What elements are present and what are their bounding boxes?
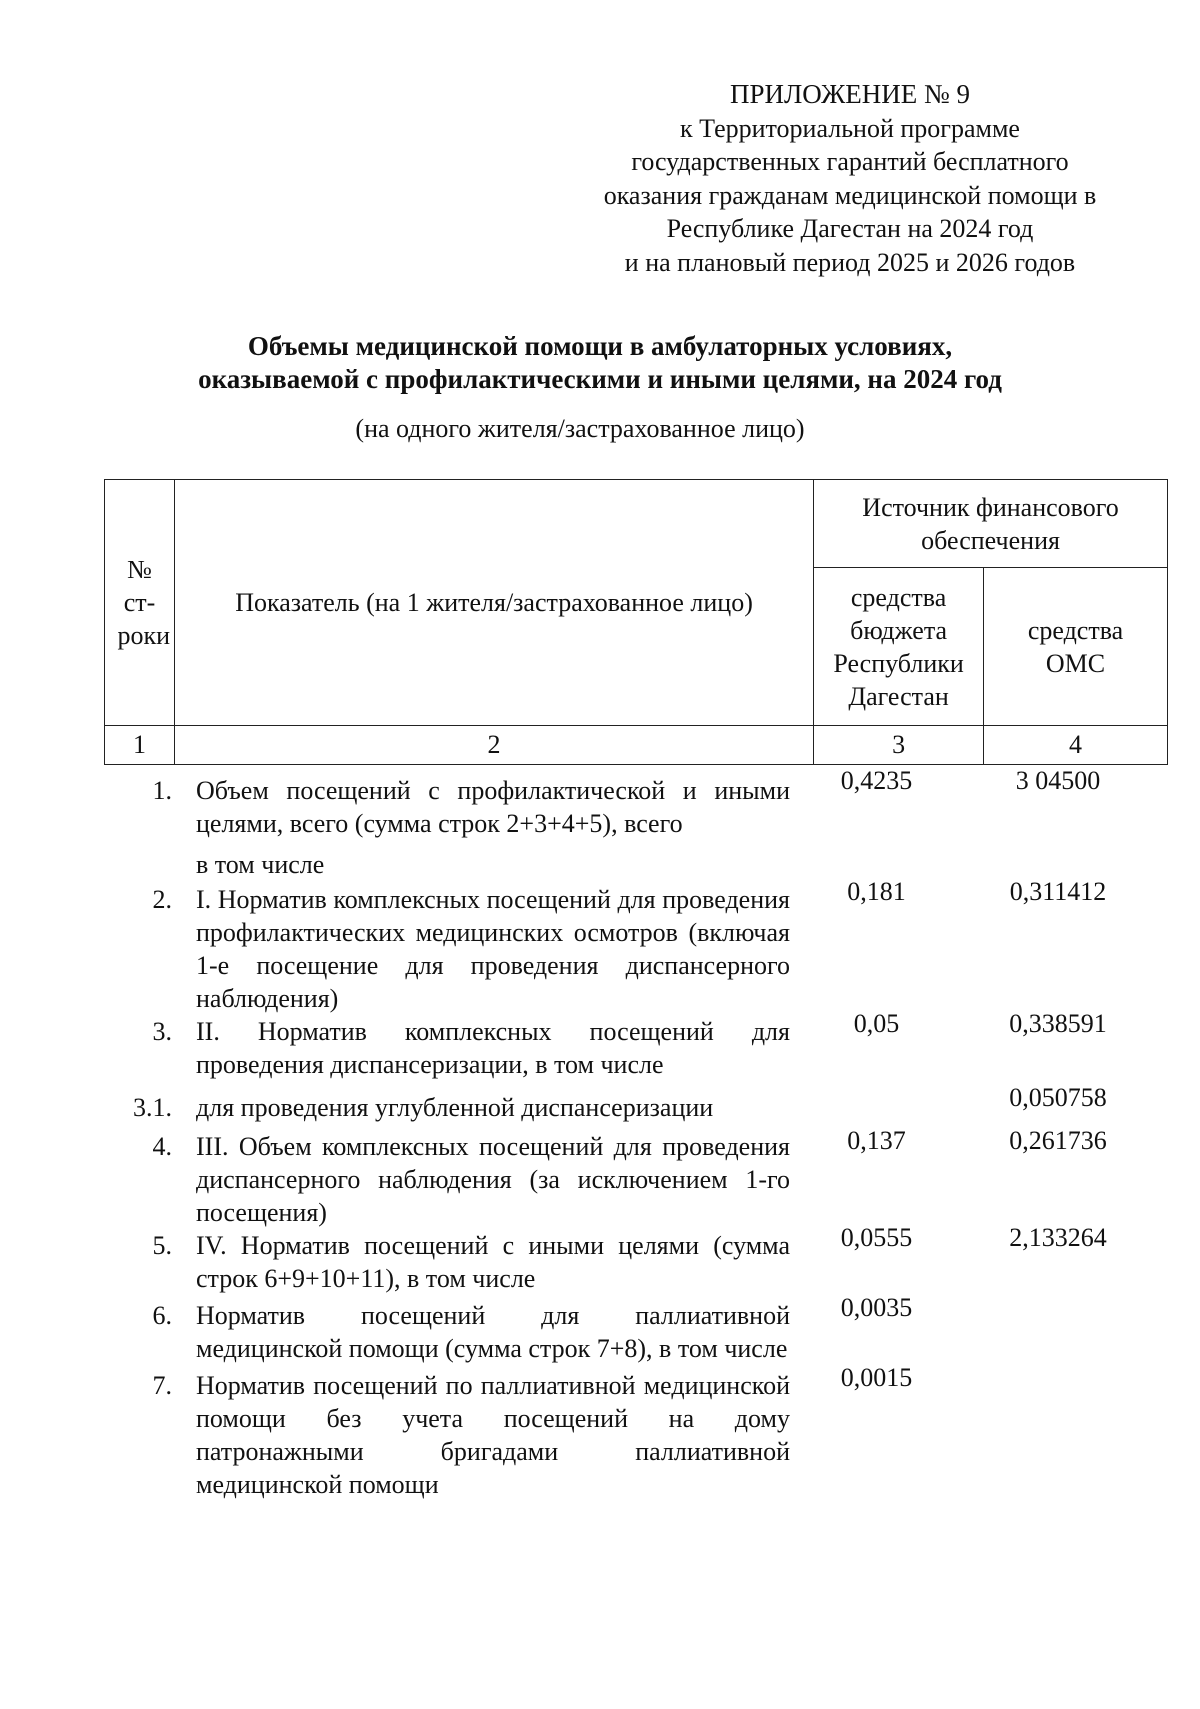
table-row (104, 1009, 1168, 1081)
row-indicator: для проведения углубленной диспансеризации (196, 1093, 714, 1122)
row-budget-value: 0,05 (853, 1009, 900, 1038)
table-row (104, 1126, 1168, 1229)
row-oms-value: 0,311412 (1009, 877, 1107, 906)
table-row (104, 1223, 1168, 1295)
row-oms-value: 0,050758 (1009, 1083, 1107, 1112)
title-line-1: Объемы медицинской помощи в амбулаторных условиях, (247, 331, 953, 361)
column-number-1: 1 (105, 726, 175, 765)
row-number: 3. (152, 1017, 172, 1046)
column-number-2: 2 (174, 726, 813, 765)
row-number: 2. (152, 885, 172, 914)
column-number-3: 3 (814, 726, 984, 765)
row-indicator: II. Норматив комплексных посещений для проведения диспансеризации, в том числе (196, 1017, 790, 1079)
appendix-line: Республике Дагестан на 2024 год (666, 214, 1034, 243)
title-line-2: оказываемой с профилактическими и иными целями, на 2024 год (198, 364, 1002, 394)
table-row (104, 766, 1168, 840)
row-number: 3.1. (133, 1093, 172, 1122)
row-indicator: Объем посещений с профилактической и иными целями, всего (сумма строк 2+3+4+5), всего (196, 776, 790, 838)
table-row (104, 1363, 1168, 1501)
row-budget-value: 0,137 (847, 1126, 906, 1155)
header-budget: средства бюджета Республики Дагестан (814, 568, 984, 726)
row-indicator: I. Норматив комплексных посещений для проведения профилактических медицинских осмотров (включая 1-е посещение для проведения диспансерного наблюдения) (196, 885, 790, 1013)
row-indicator: Норматив посещений для паллиативной медицинской помощи (сумма строк 7+8), в том числе (196, 1301, 790, 1363)
row-oms-value: 0,261736 (1009, 1126, 1107, 1155)
table-row (104, 1293, 1168, 1365)
row-number: 6. (152, 1301, 172, 1330)
row-oms-value: 0,338591 (1009, 1009, 1107, 1038)
header-oms: средства ОМС (984, 568, 1168, 726)
table-row (104, 1083, 1168, 1124)
row-budget-value: 0,0035 (840, 1293, 913, 1322)
row-oms-value: 2,133264 (1009, 1223, 1107, 1252)
row-indicator: в том числе (196, 850, 325, 879)
row-indicator: IV. Норматив посещений с иными целями (сумма строк 6+9+10+11), в том числе (196, 1231, 790, 1293)
row-budget-value: 0,181 (847, 877, 906, 906)
row-number (104, 848, 184, 881)
table-body (104, 766, 1168, 1501)
header-funding-source: Источник финансового обеспечения (814, 480, 1168, 568)
row-number: 7. (152, 1371, 172, 1400)
document-title (120, 330, 1080, 396)
appendix-line: и на плановый период 2025 и 2026 годов (624, 247, 1076, 277)
column-number-4: 4 (984, 726, 1168, 765)
row-number: 1. (152, 776, 172, 805)
appendix-line: государственных гарантий бесплатного (631, 147, 1069, 176)
document-subtitle: (на одного жителя/застрахованное лицо) (355, 414, 805, 443)
row-budget-value (790, 1091, 963, 1124)
row-budget-value: 0,0015 (840, 1363, 913, 1392)
row-oms-value (963, 1299, 1153, 1365)
appendix-line: к Территориальной программе (680, 113, 1020, 143)
table-header (104, 479, 1168, 765)
row-indicator: III. Объем комплексных посещений для проведения диспансерного наблюдения (за исключением 1-го посещения) (196, 1132, 790, 1227)
row-number: 4. (152, 1132, 172, 1161)
appendix-heading: ПРИЛОЖЕНИЕ № 9 (729, 79, 971, 109)
appendix-block (560, 78, 1140, 279)
row-number: 5. (152, 1231, 172, 1260)
row-oms-value: 3 04500 (1015, 766, 1101, 795)
row-budget-value: 0,0555 (840, 1223, 913, 1252)
appendix-line: оказания гражданам медицинской помощи в (603, 180, 1097, 210)
header-row-number: № ст-роки (105, 480, 175, 726)
table-row (104, 877, 1168, 1015)
row-indicator: Норматив посещений по паллиативной медицинской помощи без учета посещений на дому патронажными бригадами паллиативной медицинской помощи (196, 1371, 790, 1499)
row-oms-value (963, 1369, 1153, 1501)
row-budget-value: 0,4235 (840, 766, 913, 795)
header-indicator: Показатель (на 1 жителя/застрахованное лицо) (174, 480, 813, 726)
